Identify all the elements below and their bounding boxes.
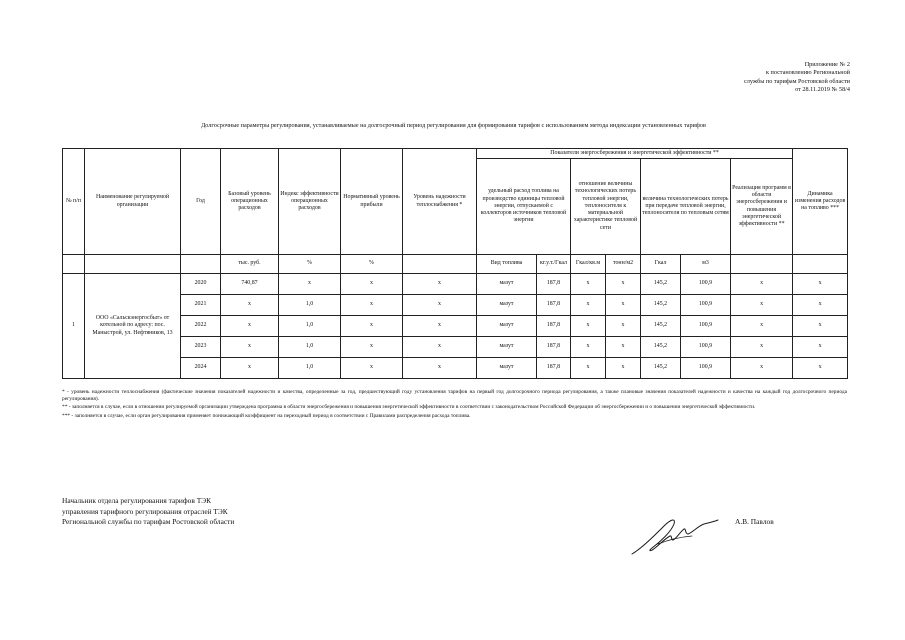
handwritten-signature	[628, 514, 720, 558]
cell-reliability: x	[403, 274, 477, 295]
cell-loss-2: x	[606, 358, 641, 379]
unit-index: %	[279, 255, 341, 274]
unit-empty	[181, 255, 221, 274]
cell-index: 1,0	[279, 358, 341, 379]
cell-tech-2: 100,9	[681, 316, 731, 337]
cell-loss-1: x	[571, 295, 606, 316]
cell-programs: x	[731, 358, 793, 379]
cell-tech-1: 145,2	[641, 358, 681, 379]
unit-empty	[793, 255, 848, 274]
cell-index: x	[279, 274, 341, 295]
signer-name: А.В. Павлов	[735, 517, 774, 526]
cell-fuel: мазут	[477, 337, 537, 358]
cell-dynamics: x	[793, 316, 848, 337]
header-org: Наименование регулируемой организации	[85, 149, 181, 255]
cell-programs: x	[731, 316, 793, 337]
cell-reliability: x	[403, 295, 477, 316]
table-row	[63, 358, 848, 379]
cell-index: 1,0	[279, 295, 341, 316]
unit-empty	[85, 255, 181, 274]
header-year: Год	[181, 149, 221, 255]
cell-year: 2020	[181, 274, 221, 295]
cell-dynamics: x	[793, 358, 848, 379]
cell-tech-2: 100,9	[681, 274, 731, 295]
org-name: ООО «Сальскэнергосбыт» от котельной по адресу: пос. Маныстрой, ул. Нефтяников, 13	[85, 274, 181, 379]
cell-loss-2: x	[606, 337, 641, 358]
cell-programs: x	[731, 274, 793, 295]
signer-block	[62, 496, 234, 528]
cell-base: x	[221, 295, 279, 316]
header-tech-losses: величина технологических потерь при передаче тепловой энергии, теплоносителя по тепловым сетям	[641, 159, 731, 255]
unit-empty	[403, 255, 477, 274]
cell-fuel-rate: 187,8	[537, 274, 571, 295]
unit-fuel-type: Вид топлива	[477, 255, 537, 274]
header-programs: Реализация программ в области энергосбережения и повышения энергетической эффективности **	[731, 159, 793, 255]
cell-loss-2: x	[606, 295, 641, 316]
cell-profit: x	[341, 358, 403, 379]
parameters-table	[62, 148, 848, 379]
cell-loss-1: x	[571, 274, 606, 295]
unit-tech-1: Гкал	[641, 255, 681, 274]
cell-base: x	[221, 316, 279, 337]
unit-empty	[63, 255, 85, 274]
cell-loss-2: x	[606, 316, 641, 337]
cell-reliability: x	[403, 358, 477, 379]
signer-position-line: Региональной службы по тарифам Ростовской области	[62, 517, 235, 527]
cell-programs: x	[731, 295, 793, 316]
cell-year: 2023	[181, 337, 221, 358]
header-line: Приложение № 2	[804, 61, 850, 68]
footnote-dynamics: *** - заполняется в случае, если орган регулирования применяет понижающий коэффициент на переходный период в соответствии с Правилами распределения расхода топлива.	[62, 412, 471, 419]
header-index: Индекс эффективности операционных расходов	[279, 149, 341, 255]
cell-loss-2: x	[606, 274, 641, 295]
footnotes	[62, 389, 847, 421]
table-row	[63, 274, 848, 295]
unit-profit: %	[341, 255, 403, 274]
cell-profit: x	[341, 337, 403, 358]
header-loss-ratio: отношение величины технологических потерь тепловой энергии, теплоносителя к материальной характеристике тепловой сети	[571, 159, 641, 255]
unit-tech-2: м3	[681, 255, 731, 274]
unit-loss-2: тонн/м2	[606, 255, 641, 274]
header-line: к постановлению Региональной	[765, 69, 850, 77]
cell-index: 1,0	[279, 337, 341, 358]
header-fuel-rate: удельный расход топлива на производство единицы тепловой энергии, отпускаемой с коллекторов источников тепловой энергии	[477, 159, 571, 255]
cell-fuel: мазут	[477, 358, 537, 379]
cell-fuel-rate: 187,8	[537, 295, 571, 316]
cell-year: 2024	[181, 358, 221, 379]
cell-fuel: мазут	[477, 295, 537, 316]
cell-tech-1: 145,2	[641, 295, 681, 316]
header-energy-group: Показатели энергосбережения и энергетической эффективности **	[477, 149, 793, 159]
cell-reliability: x	[403, 337, 477, 358]
header-base: Базовый уровень операционных расходов	[221, 149, 279, 255]
cell-fuel: мазут	[477, 274, 537, 295]
cell-base: x	[221, 358, 279, 379]
cell-base: x	[221, 337, 279, 358]
cell-fuel: мазут	[477, 316, 537, 337]
cell-tech-1: 145,2	[641, 337, 681, 358]
cell-programs: x	[731, 337, 793, 358]
cell-fuel-rate: 187,8	[537, 337, 571, 358]
cell-dynamics: x	[793, 337, 848, 358]
document-title: Долгосрочные параметры регулирования, устанавливаемые на долгосрочный период регулирования для формирования тарифов с использованием метода индексации установленных тарифов	[201, 122, 706, 129]
cell-profit: x	[341, 274, 403, 295]
unit-fuel-rate: кг.у.т./Гкал	[537, 255, 571, 274]
cell-tech-2: 100,9	[681, 295, 731, 316]
cell-index: 1,0	[279, 316, 341, 337]
cell-loss-1: x	[571, 358, 606, 379]
table-row	[63, 337, 848, 358]
unit-base: тыс. руб.	[221, 255, 279, 274]
header-line: службы по тарифам Ростовской области	[744, 77, 850, 85]
document-header	[744, 61, 850, 95]
header-dynamics: Динамика изменения расходов на топливо ***	[793, 149, 848, 255]
cell-tech-2: 100,9	[681, 337, 731, 358]
cell-profit: x	[341, 316, 403, 337]
header-profit: Нормативный уровень прибыли	[341, 149, 403, 255]
header-reliability: Уровень надежности теплоснабжения *	[403, 149, 477, 255]
cell-tech-1: 145,2	[641, 274, 681, 295]
footnote-reliability: * - уровень надежности теплоснабжения (фактические значения показателей надежности и качества, определенные за год, предшествующий году установления тарифов на первый год долгосрочного периода регулирования, а также плановые значения показателей надежности и качества на каждый год долгосрочного периода регулирования).	[62, 389, 847, 403]
cell-profit: x	[341, 295, 403, 316]
cell-reliability: x	[403, 316, 477, 337]
cell-loss-1: x	[571, 337, 606, 358]
unit-loss-1: Гкал/кв.м	[571, 255, 606, 274]
footnote-programs: ** - заполняется в случае, если в отношении регулируемой организации утверждена программа в области энергосбережения и повышения энергетической эффективности в соответствии с законодательством Российской Федерации об энергосбережении и о повышении энергетической эффективности.	[62, 404, 756, 411]
cell-fuel-rate: 187,8	[537, 316, 571, 337]
row-number: 1	[63, 274, 85, 379]
cell-year: 2021	[181, 295, 221, 316]
table-row	[63, 295, 848, 316]
cell-tech-2: 100,9	[681, 358, 731, 379]
cell-base: 740,87	[221, 274, 279, 295]
signer-position-line: Начальник отдела регулирования тарифов ТЭК	[62, 496, 212, 505]
cell-dynamics: x	[793, 295, 848, 316]
table-row	[63, 316, 848, 337]
signer-position-line: управления тарифного регулирования отраслей ТЭК	[62, 506, 228, 516]
unit-empty	[731, 255, 793, 274]
cell-tech-1: 145,2	[641, 316, 681, 337]
cell-year: 2022	[181, 316, 221, 337]
cell-fuel-rate: 187,8	[537, 358, 571, 379]
cell-dynamics: x	[793, 274, 848, 295]
header-line: от 28.11.2019 № 58/4	[795, 86, 850, 94]
header-num: № п/п	[63, 149, 85, 255]
cell-loss-1: x	[571, 316, 606, 337]
